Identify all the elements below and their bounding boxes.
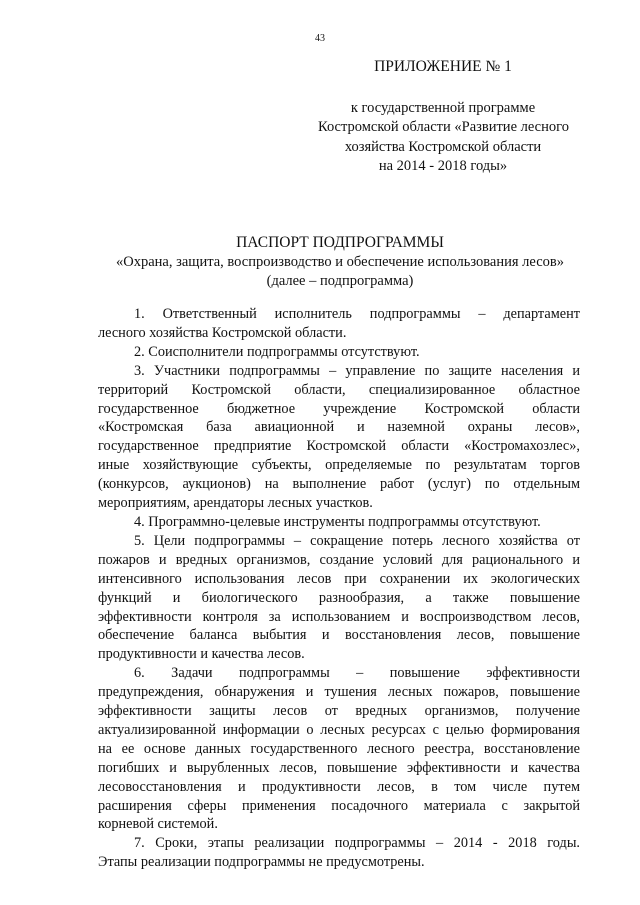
- passport-item-line: (конкурсов, аукционов) на выполнение работ (услуг) по отдельным: [98, 476, 580, 493]
- passport-item-line: 2. Соисполнители подпрограммы отсутствуют.: [134, 343, 420, 360]
- passport-item-line: эффективности защиты лесов от вредных организмов, получение: [98, 703, 580, 720]
- passport-item-line: мероприятиям, арендаторы лесных участков.: [98, 495, 373, 512]
- passport-item-line: 7. Сроки, этапы реализации подпрограммы – 2014 - 2018 годы.: [134, 835, 580, 852]
- passport-item-line: актуализированной информации о лесных ресурсах с целью формирования: [98, 721, 580, 738]
- appendix-ref-line: Костромской области «Развитие лесного: [318, 119, 569, 136]
- passport-item-line: 3. Участники подпрограммы – управление по защите населения и: [134, 362, 580, 379]
- passport-title: ПАСПОРТ ПОДПРОГРАММЫ: [236, 234, 444, 251]
- passport-item-line: корневой системой.: [98, 816, 218, 833]
- appendix-reference: [318, 99, 568, 176]
- passport-item-2: [98, 343, 580, 362]
- passport-item-line: лесовосстановления и продуктивности лесов, в том числе путем: [98, 778, 580, 795]
- passport-item-line: погибших и вырубленных лесов, повышение эффективности и качества: [98, 759, 580, 776]
- passport-item-line: пожаров и вредных организмов, создание условий для рационального и: [98, 551, 580, 568]
- passport-subtitle: «Охрана, защита, воспроизводство и обеспечение использования лесов»: [116, 253, 564, 270]
- appendix-ref-line: к государственной программе: [350, 100, 536, 116]
- passport-item-line: продуктивности и качества лесов.: [98, 646, 305, 663]
- appendix-title: ПРИЛОЖЕНИЕ № 1: [374, 58, 512, 75]
- page-number: 43: [315, 33, 325, 44]
- passport-item-line: 1. Ответственный исполнитель подпрограммы – департамент: [134, 306, 580, 322]
- passport-item-line: эффективности контроля за использованием и воспроизводством лесов,: [98, 608, 580, 625]
- appendix-ref-line: на 2014 - 2018 годы»: [378, 157, 508, 174]
- passport-item-line: территорий Костромской области, специализированное областное: [98, 381, 580, 398]
- passport-item-line: 4. Программно-целевые инструменты подпрограммы отсутствуют.: [134, 513, 541, 530]
- passport-body: [98, 305, 580, 872]
- passport-note: (далее – подпрограмма): [266, 273, 414, 289]
- passport-item-7: [98, 834, 580, 872]
- passport-item-line: интенсивного использования лесов при сохранении их экологических: [98, 570, 580, 587]
- passport-item-5: [98, 532, 580, 664]
- passport-item-line: «Костромская база авиационной и наземной охраны лесов»,: [98, 419, 580, 436]
- passport-item-line: 6. Задачи подпрограммы – повышение эффективности: [134, 665, 580, 682]
- passport-item-line: 5. Цели подпрограммы – сокращение потерь лесного хозяйства от: [134, 532, 580, 549]
- passport-item-line: функций и биологического разнообразия, а также повышение: [98, 589, 580, 606]
- passport-item-line: Этапы реализации подпрограммы не предусмотрены.: [98, 854, 425, 871]
- passport-item-3: [98, 362, 580, 513]
- passport-item-6: [98, 664, 580, 834]
- appendix-ref-line: хозяйства Костромской области: [344, 138, 542, 155]
- passport-item-line: на ее основе данных государственного лесного реестра, восстановление: [98, 740, 580, 757]
- passport-item-line: расширения сферы применения посадочного материала с закрытой: [98, 797, 580, 814]
- passport-item-1: [98, 305, 580, 343]
- passport-item-4: [98, 513, 580, 532]
- passport-item-line: предупреждения, обнаружения и тушения лесных пожаров, повышение: [98, 684, 580, 701]
- passport-item-line: государственное предприятие Костромской области «Костромахозлес»,: [98, 438, 580, 455]
- passport-item-line: иные хозяйствующие субъекты, определяемые по результатам торгов: [98, 457, 580, 474]
- passport-heading: [60, 233, 620, 292]
- passport-item-line: государственное бюджетное учреждение Костромской области: [98, 400, 580, 417]
- passport-item-line: лесного хозяйства Костромской области.: [98, 324, 347, 341]
- passport-item-line: обеспечение баланса выбытия и восстановления лесов, повышение: [98, 627, 580, 644]
